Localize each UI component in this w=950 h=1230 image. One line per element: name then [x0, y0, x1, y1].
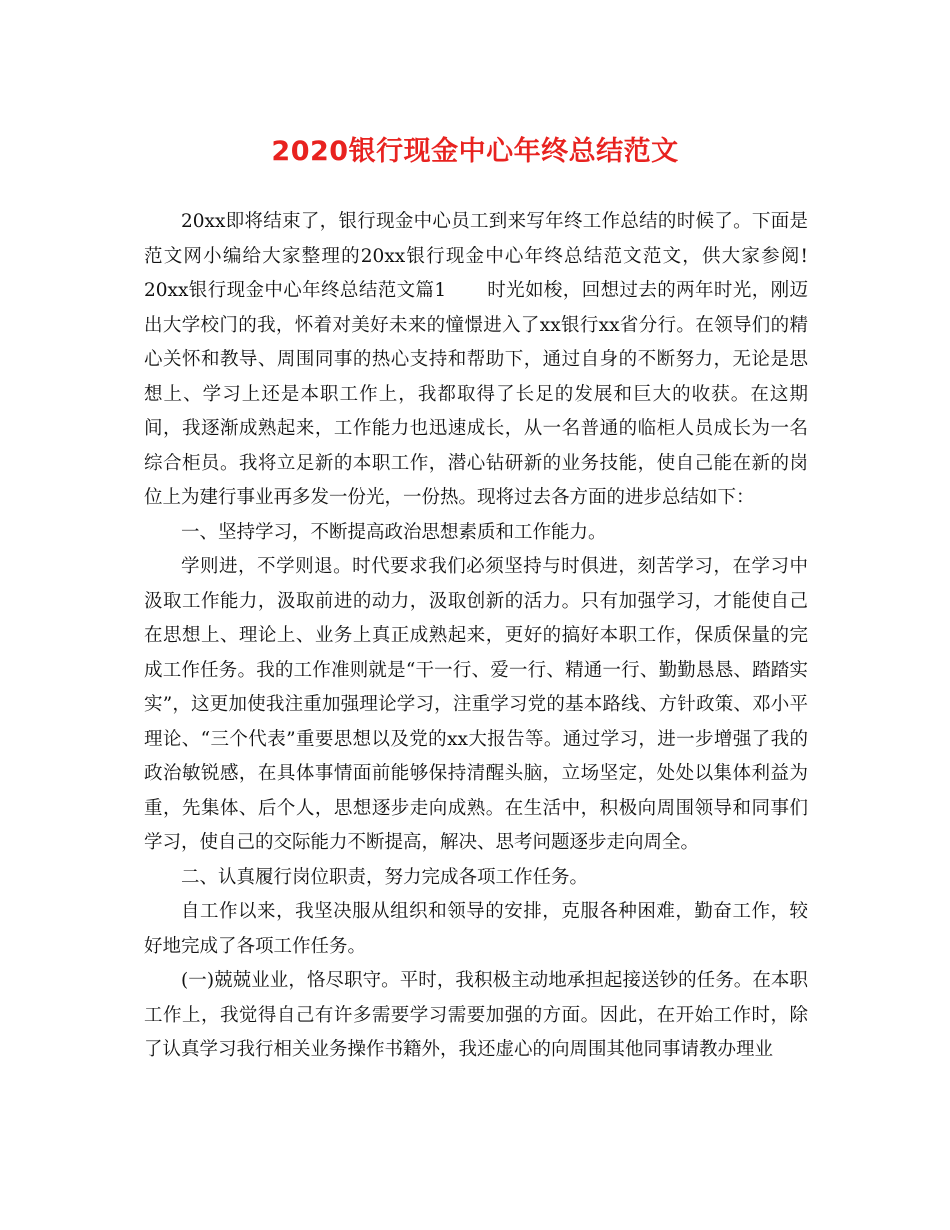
document-body	[144, 205, 808, 1068]
section-heading-2: 二、认真履行岗位职责，努力完成各项工作任务。	[181, 866, 589, 888]
intro-text-lead: 20xx即将结束了，银行现金中心员工到来写年终工作总结的时候了。下面是范文网小编给大家整理的20xx银行现金中心年终总结范文范文，供大家参阅! 20xx银行现金中心年终总结范文篇1	[144, 211, 808, 301]
document-title: 2020银行现金中心年终总结范文	[271, 136, 679, 167]
intro-text-body: 时光如梭，回想过去的两年时光，刚迈出大学校门的我，怀着对美好未来的憧憬进入了xx银行xx省分行。在领导们的精心关怀和教导、周围同事的热心支持和帮助下，通过自身的不断努力，无论是思想上、学习上还是本职工作上，我都取得了长足的发展和巨大的收获。在这期间，我逐渐成熟起来，工作能力也迅速成长，从一名普通的临柜人员成长为一名综合柜员。我将立足新的本职工作，潜心钻研新的业务技能，使自己能在新的岗位上为建行事业再多发一份光，一份热。现将过去各方面的进步总结如下：	[144, 280, 808, 508]
section-paragraph-2: 自工作以来，我坚决服从组织和领导的安排，克服各种困难，勤奋工作，较好地完成了各项工作任务。	[144, 901, 808, 957]
section-heading-1: 一、坚持学习，不断提高政治思想素质和工作能力。	[181, 521, 607, 543]
intro-paragraph	[144, 205, 808, 516]
section-paragraph-3: (一)兢兢业业，恪尽职守。平时，我积极主动地承担起接送钞的任务。在本职工作上，我觉得自己有许多需要学习需要加强的方面。因此，在开始工作时，除了认真学习我行相关业务操作书籍外，我还虚心的向周围其他同事请教办理业	[144, 970, 808, 1060]
section-paragraph-1: 学则进，不学则退。时代要求我们必须坚持与时俱进，刻苦学习，在学习中汲取工作能力，汲取前进的动力，汲取创新的活力。只有加强学习，才能使自己在思想上、理论上、业务上真正成熟起来，更好的搞好本职工作，保质保量的完成工作任务。我的工作准则就是“干一行、爱一行、精通一行、勤勤恳恳、踏踏实实”，这更加使我注重加强理论学习，注重学习党的基本路线、方针政策、邓小平理论、“三个代表”重要思想以及党的xx大报告等。通过学习，进一步增强了我的政治敏锐感，在具体事情面前能够保持清醒头脑，立场坚定，处处以集体利益为重，先集体、后个人，思想逐步走向成熟。在生活中，积极向周围领导和同事们学习，使自己的交际能力不断提高，解决、思考问题逐步走向周全。	[144, 556, 808, 853]
